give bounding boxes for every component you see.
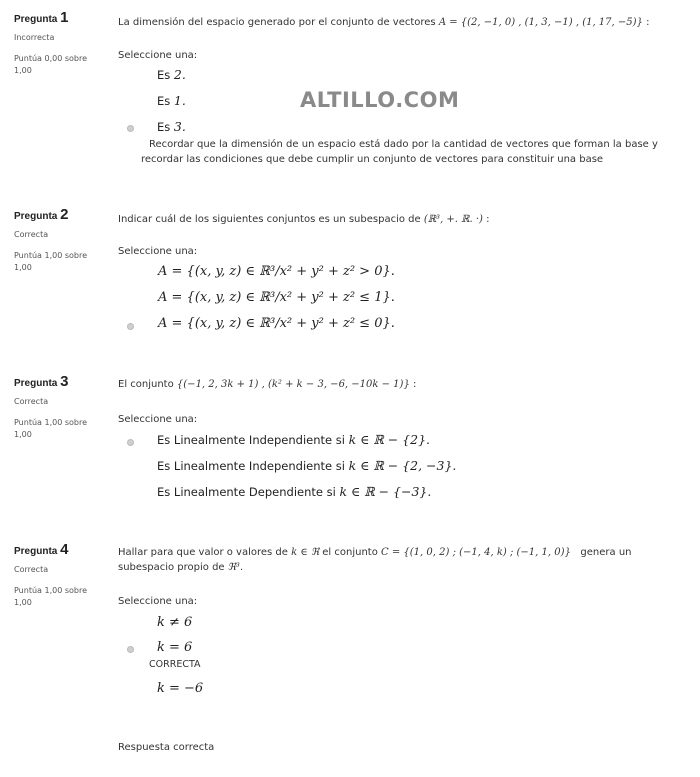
option-math: k ∈ ℝ − {−3}. — [339, 484, 432, 499]
question-4-option-1[interactable]: k ≠ 6 — [157, 615, 193, 630]
question-2-grade-line1: Puntúa 1,00 sobre — [14, 251, 88, 260]
question-text-line2-math: ℜ³ — [227, 562, 240, 573]
question-3-info — [14, 373, 110, 441]
question-2-info — [14, 206, 110, 274]
question-3-grade-line2: 1,00 — [14, 430, 32, 439]
question-label: Pregunta — [14, 378, 58, 389]
question-4-info — [14, 541, 110, 609]
question-text-prefix: Indicar cuál de los siguientes conjuntos es un subespacio de — [118, 214, 421, 225]
question-4-grade-line2: 1,00 — [14, 598, 32, 607]
question-4-select-prompt: Seleccione una: — [118, 596, 198, 607]
question-4-text — [118, 545, 632, 575]
question-1-grade-line1: Puntúa 0,00 sobre — [14, 54, 88, 63]
question-4-state: Correcta — [14, 565, 49, 574]
question-3-state: Correcta — [14, 397, 49, 406]
question-text-suffix: : — [646, 17, 650, 28]
question-3-number — [14, 373, 110, 390]
question-3-option-2[interactable] — [157, 458, 456, 473]
final-feedback: Respuesta correcta — [118, 742, 215, 753]
question-text-suffix: : — [413, 379, 417, 390]
option-prefix: Es — [157, 94, 171, 108]
question-number: 3 — [60, 373, 69, 390]
option-math: 2. — [173, 67, 186, 82]
option-prefix: Es — [157, 120, 171, 134]
question-2-text — [118, 212, 489, 227]
question-2-grade-line2: 1,00 — [14, 263, 32, 272]
question-label: Pregunta — [14, 14, 58, 25]
question-1-option-1[interactable] — [157, 67, 186, 82]
question-4-number — [14, 541, 110, 558]
question-text-prefix: La dimensión del espacio generado por el conjunto de vectores — [118, 17, 436, 28]
question-text-math-1: k ∈ ℜ — [291, 547, 320, 558]
question-4-option-2-radio[interactable] — [127, 646, 134, 653]
question-1-select-prompt: Seleccione una: — [118, 50, 198, 61]
question-3-grade-line1: Puntúa 1,00 sobre — [14, 418, 88, 427]
question-text-math: {(−1, 2, 3k + 1) , (k² + k − 3, −6, −10k − 1)} — [176, 379, 410, 390]
question-1-feedback — [141, 137, 661, 167]
option-math: k ∈ ℝ − {2}. — [348, 432, 431, 447]
question-number: 4 — [60, 541, 69, 558]
feedback-line-2: recordar las condiciones que debe cumplir un conjunto de vectores para constituir una base — [141, 154, 604, 165]
option-math: 1. — [173, 93, 186, 108]
watermark-text: ALTILLO.COM — [300, 88, 460, 112]
question-3-text — [118, 377, 416, 392]
question-text-line-1 — [118, 545, 632, 560]
question-label: Pregunta — [14, 546, 58, 557]
question-4-option-2-note: CORRECTA — [149, 659, 201, 670]
question-1-text — [118, 15, 649, 30]
question-3-option-1[interactable] — [157, 432, 430, 447]
question-1-option-3-radio[interactable] — [127, 125, 134, 132]
question-text-mid: el conjunto — [322, 547, 378, 558]
question-text-line2-suffix: . — [239, 562, 244, 573]
question-1-grade-line2: 1,00 — [14, 66, 32, 75]
option-prefix: Es Linealmente Independiente si — [157, 459, 345, 473]
question-3-select-prompt: Seleccione una: — [118, 414, 198, 425]
option-prefix: Es Linealmente Dependiente si — [157, 485, 336, 499]
question-text-suffix: : — [486, 214, 490, 225]
question-2-option-3-radio[interactable] — [127, 323, 134, 330]
option-prefix: Es — [157, 68, 171, 82]
question-1-state: Incorrecta — [14, 33, 55, 42]
question-text-math: (ℝ³, +. ℝ. ·) — [423, 214, 483, 225]
question-1-info — [14, 9, 110, 77]
question-text-math-2: C = {(1, 0, 2) ; (−1, 4, k) ; (−1, 1, 0)} — [381, 547, 571, 558]
question-number: 1 — [60, 9, 69, 26]
question-3-option-3[interactable] — [157, 484, 431, 499]
question-1-option-2[interactable] — [157, 93, 186, 108]
option-prefix: Es Linealmente Independiente si — [157, 433, 345, 447]
question-text-math: A = {(2, −1, 0) , (1, 3, −1) , (1, 17, −5)} — [438, 17, 643, 28]
question-2-option-3[interactable]: A = {(x, y, z) ∈ ℝ³/x² + y² + z² ≤ 0}. — [158, 316, 395, 331]
question-2-select-prompt: Seleccione una: — [118, 246, 198, 257]
question-text-line-2 — [118, 560, 632, 575]
question-number: 2 — [60, 206, 69, 223]
question-2-state: Correcta — [14, 230, 49, 239]
question-text-suffix: genera un — [580, 547, 632, 558]
question-1-option-3[interactable] — [157, 119, 186, 134]
question-1-number — [14, 9, 110, 26]
question-text-line2-prefix: subespacio propio de — [118, 562, 225, 573]
question-4-grade-line1: Puntúa 1,00 sobre — [14, 586, 88, 595]
question-4-option-2[interactable]: k = 6 — [157, 640, 193, 655]
question-text-prefix: El conjunto — [118, 379, 174, 390]
question-label: Pregunta — [14, 211, 58, 222]
question-2-option-1[interactable]: A = {(x, y, z) ∈ ℝ³/x² + y² + z² > 0}. — [158, 264, 395, 279]
question-text-prefix: Hallar para que valor o valores de — [118, 547, 288, 558]
option-math: k ∈ ℝ − {2, −3}. — [348, 458, 457, 473]
question-2-option-2[interactable]: A = {(x, y, z) ∈ ℝ³/x² + y² + z² ≤ 1}. — [158, 290, 395, 305]
question-4-option-3[interactable]: k = −6 — [157, 681, 204, 696]
question-2-number — [14, 206, 110, 223]
option-math: 3. — [173, 119, 186, 134]
feedback-line-1: Recordar que la dimensión de un espacio está dado por la cantidad de vectores que forman la base y — [149, 139, 658, 150]
question-3-option-1-radio[interactable] — [127, 439, 134, 446]
